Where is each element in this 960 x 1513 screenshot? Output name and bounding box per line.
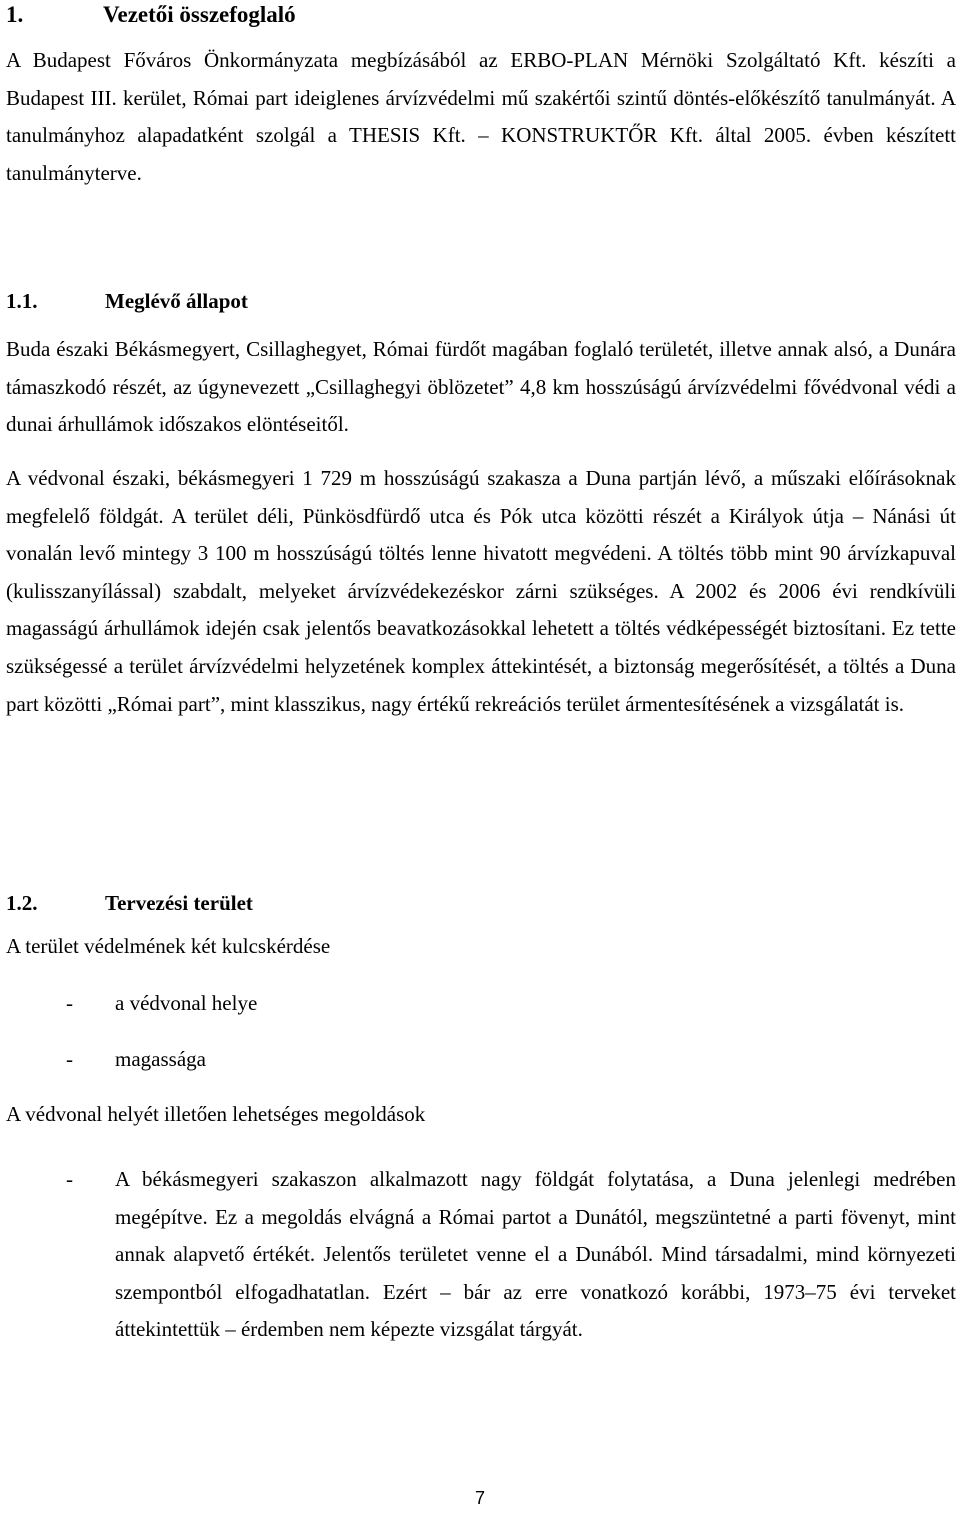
section-1-2-number: 1.2. (6, 891, 38, 915)
section-1-title: Vezetői összefoglaló (103, 2, 296, 27)
list-dash: - (66, 1047, 73, 1071)
list-item-text: a védvonal helye (115, 991, 258, 1015)
section-1-2-heading (6, 889, 253, 917)
section-1-2-title: Tervezési terület (105, 891, 253, 915)
section-1-paragraph: A Budapest Főváros Önkormányzata megbízásából az ERBO-PLAN Mérnöki Szolgáltató Kft. készíti a Budapest III. kerület, Római part ideiglenes árvízvédelmi mű szakértői szintű döntés-előkészítő tanulmányát. A tanulmányhoz alapadatként szolgál a THESIS Kft. – KONSTRUKTŐR Kft. által 2005. évben készített tanulmányterve. (6, 48, 956, 185)
section-1-2-intro: A terület védelmének két kulcskérdése (6, 934, 331, 958)
section-1-1-title: Meglévő állapot (105, 289, 248, 313)
section-1-heading (6, 0, 296, 30)
list-item-text: A békásmegyeri szakaszon alkalmazott nagy földgát folytatása, a Duna jelenlegi medrében megépítve. Ez a megoldás elvágná a Római partot a Dunától, megszüntetné a parti fövenyt, mint annak alapvető értékét. Jelentős területet venne el a Dunából. Mind társadalmi, mind környezeti szempontból elfogadhatatlan. Ezért – bár az erre vonatkozó korábbi, 1973–75 évi terveket áttekintettük – érdemben nem képezte vizsgálat tárgyát. (115, 1167, 956, 1342)
section-1-number: 1. (6, 2, 24, 27)
section-1-1-paragraph-1: Buda északi Békásmegyert, Csillaghegyet, Római fürdőt magában foglaló területét, illetve annak alsó, a Dunára támaszkodó részét, az úgynevezett „Csillaghegyi öblözetet” 4,8 km hosszúságú árvízvédelmi fővédvonal védi a dunai árhullámok időszakos elöntéseitől. (6, 337, 956, 437)
list-dash: - (66, 991, 73, 1015)
list-dash: - (66, 1167, 73, 1191)
section-1-1-heading (6, 287, 248, 315)
section-1-1-number: 1.1. (6, 289, 38, 313)
section-1-2-solutions-intro: A védvonal helyét illetően lehetséges megoldások (6, 1102, 426, 1126)
list-item-text: magassága (115, 1047, 206, 1071)
section-1-1-paragraph-2: A védvonal északi, békásmegyeri 1 729 m hosszúságú szakasza a Duna partján lévő, a műszaki előírásoknak megfelelő földgát. A terület déli, Pünkösdfürdő utca és Pók utca közötti részét a Királyok útja – Nánási út vonalán levő mintegy 3 100 m hosszúságú töltés lenne hivatott megvédeni. A töltés több mint 90 árvízkapuval (kulisszanyílással) szabdalt, melyeket árvízvédekezéskor zárni szükséges. A 2002 és 2006 évi rendkívüli magasságú árhullámok idején csak jelentős beavatkozásokkal lehetett a töltés védképességét biztosítani. Ez tette szükségessé a terület árvízvédelmi helyzetének komplex áttekintését, a biztonság megerősítését, a töltés a Duna part közötti „Római part”, mint klasszikus, nagy értékű rekreációs terület ármentesítésének a vizsgálatát is. (6, 466, 956, 716)
page-number: 7 (474, 1488, 485, 1508)
